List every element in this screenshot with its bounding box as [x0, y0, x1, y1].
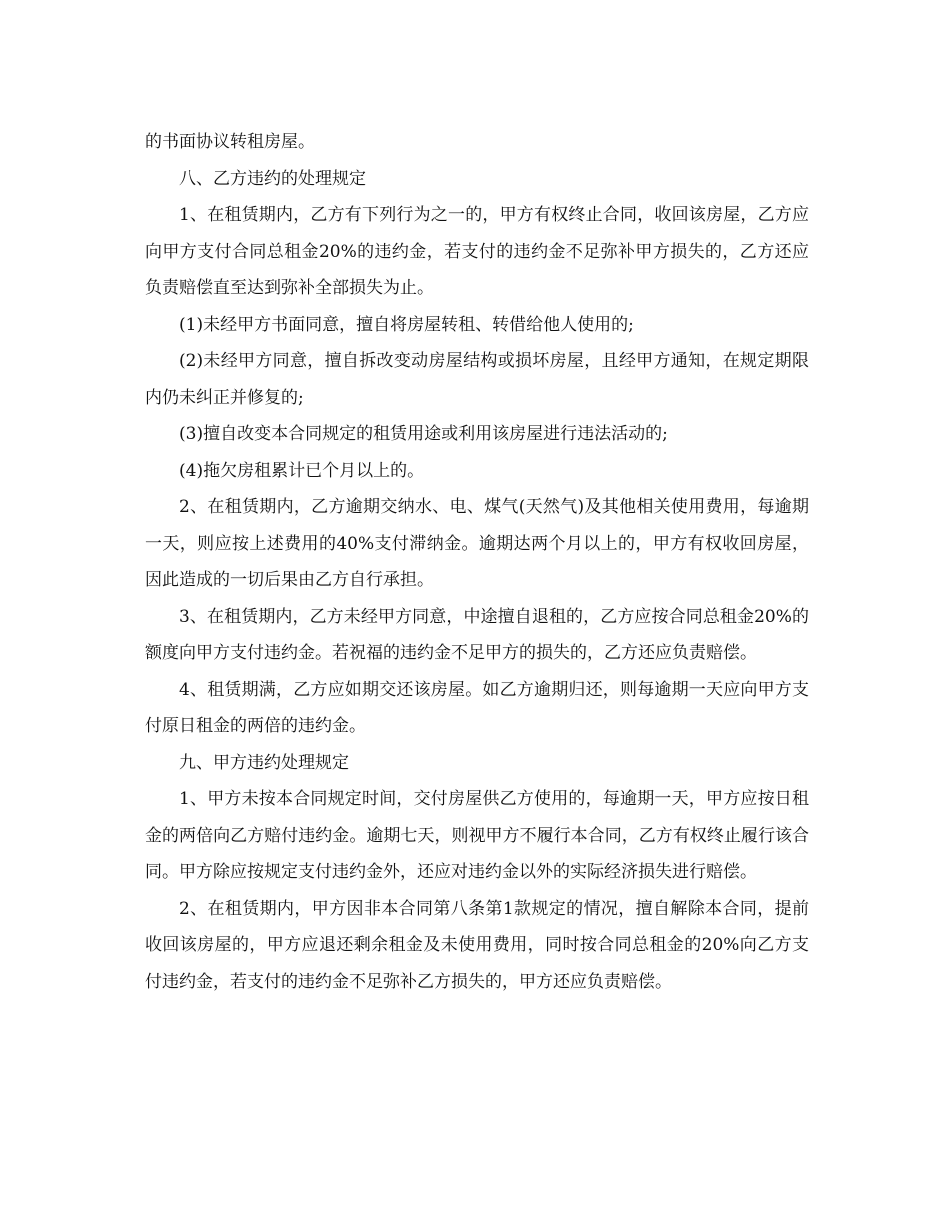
- clause-8-3: 3、在租赁期内，乙方未经甲方同意，中途擅自退租的，乙方应按合同总租金20%的额度向甲方支付违约金。若祝福的违约金不足甲方的损失的，乙方还应负责赔偿。: [145, 606, 809, 663]
- clause-8-2: 2、在租赁期内，乙方逾期交纳水、电、煤气(天然气)及其他相关使用费用，每逾期一天，则应按上述费用的40%支付滞纳金。逾期达两个月以上的，甲方有权收回房屋，因此造成的一切后果由乙方自行承担。: [145, 497, 809, 590]
- paragraph-continuation: 的书面协议转租房屋。: [145, 132, 315, 152]
- clause-9-1: 1、甲方未按本合同规定时间，交付房屋供乙方使用的，每逾期一天，甲方应按日租金的两倍向乙方赔付违约金。逾期七天，则视甲方不履行本合同，乙方有权终止履行该合同。甲方除应按规定支付违约金外，还应对违约金以外的实际经济损失进行赔偿。: [145, 789, 809, 882]
- clause-8-1-item-3: (3)擅自改变本合同规定的租赁用途或利用该房屋进行违法活动的;: [179, 424, 668, 444]
- document-body: [145, 124, 809, 1000]
- clause-8-1-item-4: (4)拖欠房租累计已个月以上的。: [179, 460, 425, 481]
- clause-9-2: 2、在租赁期内，甲方因非本合同第八条第1款规定的情况，擅自解除本合同，提前收回该房屋的，甲方应退还剩余租金及未使用费用，同时按合同总租金的20%向乙方支付违约金，若支付的违约金不足弥补乙方损失的，甲方还应负责赔偿。: [145, 898, 809, 992]
- clause-8-1-item-2: (2)未经甲方同意，擅自拆改变动房屋结构或损坏房屋，且经甲方通知，在规定期限内仍未纠正并修复的;: [145, 351, 809, 408]
- clause-8-1-item-1: (1)未经甲方书面同意，擅自将房屋转租、转借给他人使用的;: [179, 314, 634, 335]
- clause-8-4: 4、租赁期满，乙方应如期交还该房屋。如乙方逾期归还，则每逾期一天应向甲方支付原日租金的两倍的违约金。: [145, 679, 809, 736]
- section-heading-8: 八、乙方违约的处理规定: [179, 168, 366, 189]
- section-heading-9: 九、甲方违约处理规定: [179, 752, 349, 773]
- clause-8-1: 1、在租赁期内，乙方有下列行为之一的，甲方有权终止合同，收回该房屋，乙方应向甲方支付合同总租金20%的违约金，若支付的违约金不足弥补甲方损失的，乙方还应负责赔偿直至达到弥补全部损失为止。: [145, 205, 809, 298]
